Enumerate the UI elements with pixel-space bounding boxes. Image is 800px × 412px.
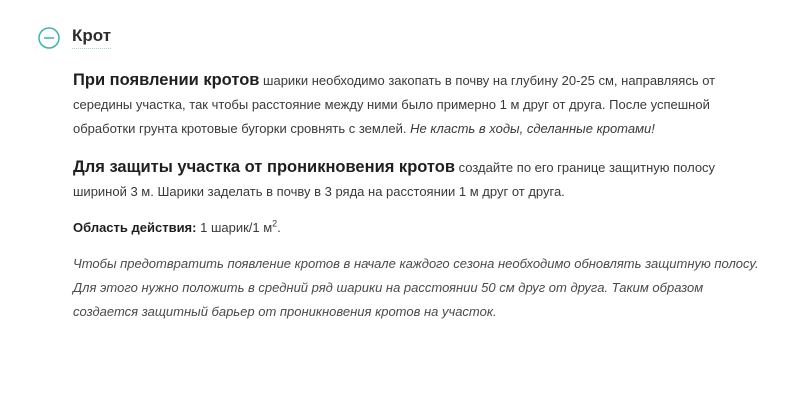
warning-text: Не класть в ходы, сделанные кротами! [410,121,655,136]
note-paragraph: Чтобы предотвратить появление кротов в начале каждого сезона необходимо обновлять защитную полосу. Для этого нужно положить в средний ряд шарики на расстоянии 50 см друг от друга. Таким образом создается защитный барьер от проникновения кротов на участок. [73,256,759,319]
minus-circle-icon[interactable] [38,27,60,49]
paragraph-mole-appearance [73,68,763,141]
coverage-area-unit-exponent: 2 [272,218,278,229]
accordion-title[interactable]: Крот [72,26,111,49]
coverage-area-value: 1 шарик/1 м [196,220,273,235]
accordion-content [73,68,763,324]
paragraph-lead: Для защиты участка от проникновения кротов [73,158,456,176]
coverage-area-label: Область действия: [73,220,197,235]
accordion-header-krot[interactable] [38,26,111,49]
paragraph-text: шарики необходимо закопать в почву на глубину 20-25 см, направляясь от середины участка, так чтобы расстояние между ними было примерно 1 м друг от друга. После успешной обработки грунта кротовые бугорки сровнять с землей. [73,73,716,136]
coverage-area [73,216,763,240]
paragraph-lead: При появлении кротов [73,71,260,89]
paragraph-area-protection [73,155,763,204]
paragraph-text: создайте по его границе защитную полосу шириной 3 м. Шарики заделать в почву в 3 ряда на расстоянии 1 м друг от друга. [73,160,716,199]
coverage-area-suffix: . [277,220,281,235]
